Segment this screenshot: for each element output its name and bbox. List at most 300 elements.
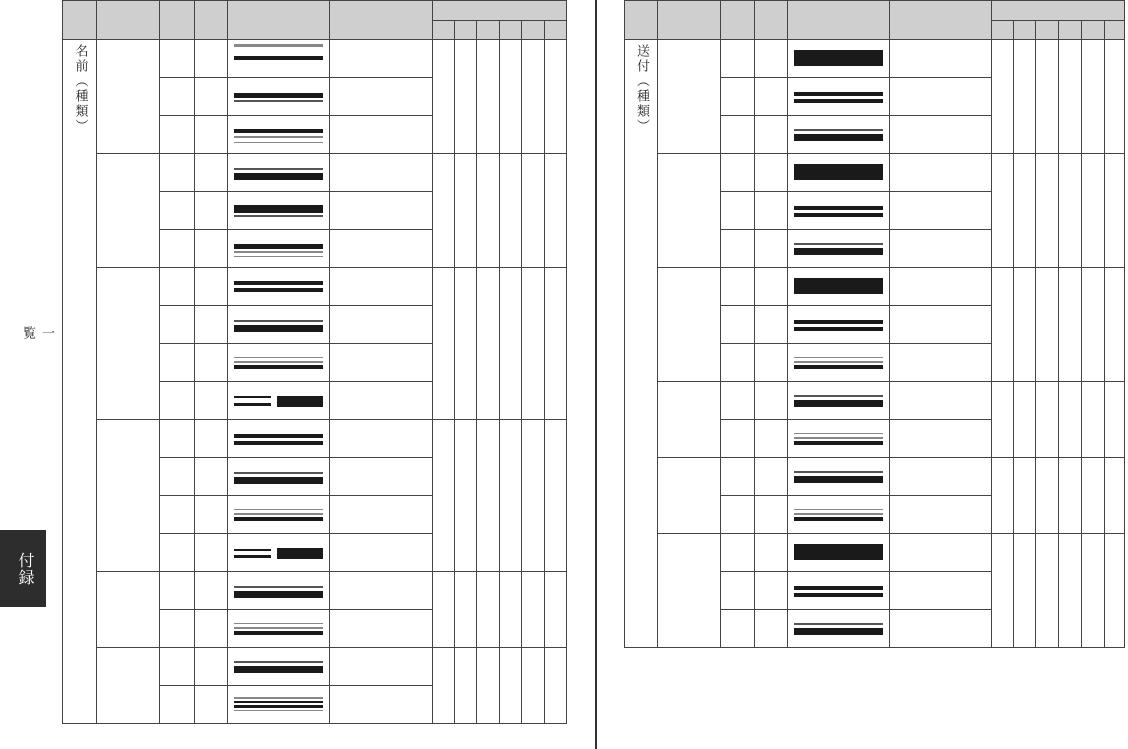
code-cell xyxy=(160,154,195,192)
description-cell xyxy=(890,154,992,192)
mark-cell xyxy=(500,268,522,420)
label-stripe xyxy=(794,278,883,293)
label-sample-cell xyxy=(228,496,330,534)
code-cell xyxy=(160,534,195,572)
mark-cell xyxy=(477,268,500,420)
label-stripe xyxy=(234,129,323,133)
mark-cell xyxy=(1082,382,1105,458)
label-stripe xyxy=(234,288,323,292)
label-sample-cell xyxy=(228,268,330,306)
code-cell xyxy=(195,496,228,534)
label-stripe xyxy=(794,99,883,103)
label-sample-cell xyxy=(788,458,890,496)
description-cell xyxy=(330,496,433,534)
description-cell xyxy=(330,382,433,420)
code-cell xyxy=(195,686,228,724)
code-cell xyxy=(721,230,755,268)
header-cell xyxy=(63,1,97,40)
label-stripe xyxy=(234,434,323,438)
label-stripe xyxy=(794,593,883,597)
code-cell xyxy=(721,344,755,382)
label-stripe xyxy=(234,44,323,46)
mark-cell xyxy=(1036,268,1059,382)
code-cell xyxy=(195,78,228,116)
description-cell xyxy=(330,116,433,154)
header-cell xyxy=(992,1,1125,21)
code-cell xyxy=(755,78,788,116)
code-cell xyxy=(160,116,195,154)
label-stripe xyxy=(234,325,323,332)
subheader-cell xyxy=(1036,21,1059,40)
code-cell xyxy=(195,458,228,496)
label-stripe xyxy=(234,555,271,557)
table-row xyxy=(63,40,567,78)
description-cell xyxy=(890,306,992,344)
label-stripe xyxy=(234,205,323,213)
table-row xyxy=(63,572,567,610)
description-cell xyxy=(890,268,992,306)
code-cell xyxy=(195,648,228,686)
code-cell xyxy=(721,458,755,496)
group-cell xyxy=(658,458,721,534)
label-sample-cell xyxy=(788,534,890,572)
label-stripe xyxy=(794,586,883,590)
description-cell xyxy=(330,78,433,116)
label-stripe xyxy=(234,627,323,629)
description-cell xyxy=(890,116,992,154)
mark-cell xyxy=(992,382,1014,458)
label-stripe xyxy=(794,248,883,256)
label-sample-cell xyxy=(228,40,330,78)
mark-cell xyxy=(1014,458,1036,534)
label-stripe xyxy=(794,395,883,397)
mark-cell xyxy=(992,458,1014,534)
description-cell xyxy=(890,458,992,496)
mark-cell xyxy=(992,154,1014,268)
mark-cell xyxy=(522,154,545,268)
label-stripe xyxy=(234,701,323,703)
header-cell xyxy=(658,1,721,40)
mark-cell xyxy=(455,420,477,572)
label-stripe xyxy=(234,517,323,521)
mark-cell xyxy=(522,420,545,572)
mark-cell xyxy=(992,534,1014,648)
mark-cell xyxy=(1014,40,1036,154)
subheader-cell xyxy=(992,21,1014,40)
subheader-cell xyxy=(1082,21,1105,40)
code-cell xyxy=(160,420,195,458)
code-cell xyxy=(755,382,788,420)
table-row xyxy=(63,268,567,306)
description-cell xyxy=(330,154,433,192)
code-cell xyxy=(721,382,755,420)
label-stripe xyxy=(794,623,883,625)
group-cell xyxy=(97,420,160,572)
category-label: 送付（種類） xyxy=(634,44,649,134)
code-cell xyxy=(160,78,195,116)
mark-cell xyxy=(522,572,545,648)
table-row xyxy=(63,420,567,458)
header-cell xyxy=(721,1,755,40)
label-stripe xyxy=(794,134,883,142)
label-sample-cell xyxy=(788,154,890,192)
code-cell xyxy=(195,344,228,382)
group-cell xyxy=(658,534,721,648)
category-cell xyxy=(625,40,658,648)
left-format-table xyxy=(62,0,567,724)
table-row xyxy=(625,268,1125,306)
subheader-cell xyxy=(522,21,545,40)
code-cell xyxy=(721,572,755,610)
description-cell xyxy=(330,230,433,268)
label-stripe xyxy=(794,327,883,331)
label-stripe xyxy=(234,357,323,359)
table-row xyxy=(63,154,567,192)
appendix-label: 付録 xyxy=(16,552,35,586)
mark-cell xyxy=(545,154,567,268)
mark-cell xyxy=(433,154,455,268)
mark-cell xyxy=(1014,534,1036,648)
code-cell xyxy=(755,192,788,230)
label-stripe xyxy=(234,586,323,588)
mark-cell xyxy=(545,648,567,724)
group-cell xyxy=(97,268,160,420)
label-sample-cell xyxy=(228,116,330,154)
description-cell xyxy=(890,534,992,572)
code-cell xyxy=(721,268,755,306)
mark-cell xyxy=(1082,40,1105,154)
code-cell xyxy=(755,572,788,610)
mark-cell xyxy=(455,572,477,648)
mark-cell xyxy=(477,648,500,724)
label-stripe xyxy=(234,251,323,253)
code-cell xyxy=(755,420,788,458)
label-stripe xyxy=(234,472,323,474)
label-stripe xyxy=(234,168,323,170)
table-row xyxy=(625,382,1125,420)
mark-cell xyxy=(1014,154,1036,268)
mark-cell xyxy=(455,154,477,268)
mark-cell xyxy=(1105,40,1125,154)
description-cell xyxy=(890,192,992,230)
mark-cell xyxy=(455,268,477,420)
description-cell xyxy=(330,40,433,78)
label-stripe xyxy=(234,93,323,99)
code-cell xyxy=(160,572,195,610)
group-cell xyxy=(658,268,721,382)
description-cell xyxy=(330,572,433,610)
description-cell xyxy=(330,610,433,648)
label-stripe xyxy=(794,213,883,217)
description-cell xyxy=(890,78,992,116)
mark-cell xyxy=(992,40,1014,154)
label-sample-cell xyxy=(228,382,330,420)
label-stripe xyxy=(234,513,323,515)
label-sample-cell xyxy=(788,40,890,78)
label-stripe xyxy=(234,142,323,144)
code-cell xyxy=(195,572,228,610)
code-cell xyxy=(195,420,228,458)
code-cell xyxy=(195,40,228,78)
description-cell xyxy=(890,230,992,268)
code-cell xyxy=(721,610,755,648)
mark-cell xyxy=(477,420,500,572)
label-stripe xyxy=(794,628,883,636)
label-stripe xyxy=(234,56,323,61)
mark-cell xyxy=(1059,40,1082,154)
description-cell xyxy=(330,306,433,344)
label-stripe xyxy=(234,100,323,102)
description-cell xyxy=(890,572,992,610)
mark-cell xyxy=(1059,534,1082,648)
label-sample-cell xyxy=(788,268,890,306)
code-cell xyxy=(721,40,755,78)
label-sample-cell xyxy=(788,116,890,154)
label-stripe xyxy=(234,365,323,369)
header-cell xyxy=(228,1,330,40)
mark-cell xyxy=(500,572,522,648)
mark-cell xyxy=(1059,154,1082,268)
mark-cell xyxy=(522,268,545,420)
code-cell xyxy=(755,154,788,192)
section-title: 一覧 xyxy=(20,326,54,340)
code-cell xyxy=(755,458,788,496)
group-cell xyxy=(658,154,721,268)
mark-cell xyxy=(1105,382,1125,458)
header-cell xyxy=(195,1,228,40)
subheader-cell xyxy=(1105,21,1125,40)
mark-cell xyxy=(455,40,477,154)
mark-cell xyxy=(1105,154,1125,268)
appendix-tab[interactable] xyxy=(0,530,46,607)
label-sample-cell xyxy=(228,572,330,610)
label-sample-cell xyxy=(788,420,890,458)
mark-cell xyxy=(992,268,1014,382)
page-divider xyxy=(595,0,597,749)
label-stripe xyxy=(234,320,323,322)
mark-cell xyxy=(1059,268,1082,382)
description-cell xyxy=(890,610,992,648)
code-cell xyxy=(721,420,755,458)
mark-cell xyxy=(522,648,545,724)
left-page xyxy=(62,0,567,724)
label-stripe xyxy=(794,433,883,435)
code-cell xyxy=(160,192,195,230)
label-sample-cell xyxy=(788,572,890,610)
description-cell xyxy=(890,420,992,458)
subheader-cell xyxy=(500,21,522,40)
label-stripe xyxy=(234,697,323,699)
label-stripe xyxy=(794,513,883,515)
table-row xyxy=(625,458,1125,496)
label-stripe xyxy=(794,129,883,131)
mark-cell xyxy=(545,572,567,648)
label-stripe xyxy=(794,243,883,245)
label-block xyxy=(277,548,323,559)
label-stripe xyxy=(794,50,883,65)
code-cell xyxy=(721,496,755,534)
header-cell xyxy=(890,1,992,40)
subheader-cell xyxy=(433,21,455,40)
code-cell xyxy=(721,192,755,230)
label-stripe xyxy=(794,476,883,484)
label-sample-cell xyxy=(228,648,330,686)
mark-cell xyxy=(500,420,522,572)
group-cell xyxy=(658,382,721,458)
label-stripe xyxy=(794,544,883,559)
label-sample-cell xyxy=(788,78,890,116)
mark-cell xyxy=(1105,268,1125,382)
code-cell xyxy=(755,344,788,382)
label-stripe xyxy=(234,396,271,398)
label-sample-cell xyxy=(228,420,330,458)
table-row xyxy=(625,40,1125,78)
description-cell xyxy=(330,534,433,572)
label-stripe xyxy=(234,623,323,625)
code-cell xyxy=(160,268,195,306)
mark-cell xyxy=(1082,534,1105,648)
category-cell xyxy=(63,40,97,724)
description-cell xyxy=(890,382,992,420)
code-cell xyxy=(160,648,195,686)
label-sample-cell xyxy=(228,610,330,648)
label-sample-cell xyxy=(788,192,890,230)
mark-cell xyxy=(433,648,455,724)
label-stripe xyxy=(794,517,883,521)
mark-cell xyxy=(1059,382,1082,458)
label-stripe xyxy=(234,361,323,363)
code-cell xyxy=(160,230,195,268)
mark-cell xyxy=(500,40,522,154)
mark-cell xyxy=(500,154,522,268)
label-sample-cell xyxy=(228,534,330,572)
header-cell xyxy=(330,1,433,40)
label-sample-cell xyxy=(788,496,890,534)
group-cell xyxy=(658,40,721,154)
mark-cell xyxy=(433,420,455,572)
mark-cell xyxy=(1036,40,1059,154)
right-page xyxy=(624,0,1125,648)
label-stripe xyxy=(234,173,323,180)
table-row xyxy=(63,648,567,686)
label-stripe xyxy=(234,136,323,138)
label-sample-cell xyxy=(228,78,330,116)
label-stripe xyxy=(794,357,883,359)
group-cell xyxy=(97,572,160,648)
mark-cell xyxy=(500,648,522,724)
subheader-cell xyxy=(1059,21,1082,40)
code-cell xyxy=(721,116,755,154)
label-sample-cell xyxy=(228,458,330,496)
mark-cell xyxy=(433,268,455,420)
description-cell xyxy=(890,40,992,78)
code-cell xyxy=(195,230,228,268)
label-stripe xyxy=(234,705,323,707)
code-cell xyxy=(755,306,788,344)
label-sample-cell xyxy=(788,230,890,268)
code-cell xyxy=(195,382,228,420)
code-cell xyxy=(755,610,788,648)
mark-cell xyxy=(433,572,455,648)
label-stripe xyxy=(234,256,323,258)
mark-cell xyxy=(545,420,567,572)
label-stripe xyxy=(794,92,883,96)
subheader-cell xyxy=(455,21,477,40)
mark-cell xyxy=(1082,268,1105,382)
code-cell xyxy=(755,268,788,306)
code-cell xyxy=(160,40,195,78)
mark-cell xyxy=(477,572,500,648)
header-cell xyxy=(788,1,890,40)
mark-cell xyxy=(1014,382,1036,458)
code-cell xyxy=(160,344,195,382)
code-cell xyxy=(160,610,195,648)
label-stripe xyxy=(794,320,883,324)
label-sample-cell xyxy=(788,306,890,344)
header-cell xyxy=(160,1,195,40)
group-cell xyxy=(97,154,160,268)
mark-cell xyxy=(545,268,567,420)
mark-cell xyxy=(1036,382,1059,458)
code-cell xyxy=(160,306,195,344)
label-stripe xyxy=(794,441,883,445)
label-stripe xyxy=(234,509,323,511)
label-stripe xyxy=(794,206,883,210)
code-cell xyxy=(195,192,228,230)
label-sample-cell xyxy=(228,192,330,230)
mark-cell xyxy=(1036,534,1059,648)
label-stripe xyxy=(794,471,883,473)
label-sample-cell xyxy=(228,230,330,268)
code-cell xyxy=(721,306,755,344)
label-sample-cell xyxy=(788,610,890,648)
group-cell xyxy=(97,648,160,724)
mark-cell xyxy=(522,40,545,154)
code-cell xyxy=(195,610,228,648)
header-cell xyxy=(755,1,788,40)
description-cell xyxy=(330,344,433,382)
mark-cell xyxy=(477,154,500,268)
mark-cell xyxy=(1036,458,1059,534)
mark-cell xyxy=(455,648,477,724)
label-stripe xyxy=(234,244,323,249)
description-cell xyxy=(890,496,992,534)
code-cell xyxy=(160,686,195,724)
label-stripe xyxy=(234,549,271,551)
code-cell xyxy=(195,534,228,572)
label-block xyxy=(277,396,323,407)
code-cell xyxy=(755,534,788,572)
label-stripe xyxy=(234,631,323,635)
code-cell xyxy=(755,230,788,268)
mark-cell xyxy=(1036,154,1059,268)
description-cell xyxy=(330,420,433,458)
mark-cell xyxy=(477,40,500,154)
mark-cell xyxy=(1105,534,1125,648)
label-sample-cell xyxy=(228,686,330,724)
code-cell xyxy=(721,78,755,116)
description-cell xyxy=(330,268,433,306)
label-stripe xyxy=(794,365,883,369)
description-cell xyxy=(890,344,992,382)
code-cell xyxy=(755,496,788,534)
mark-cell xyxy=(1014,268,1036,382)
mark-cell xyxy=(1082,154,1105,268)
code-cell xyxy=(195,116,228,154)
subheader-cell xyxy=(545,21,567,40)
category-label: 名前（種類） xyxy=(72,44,88,134)
header-cell xyxy=(433,1,567,21)
